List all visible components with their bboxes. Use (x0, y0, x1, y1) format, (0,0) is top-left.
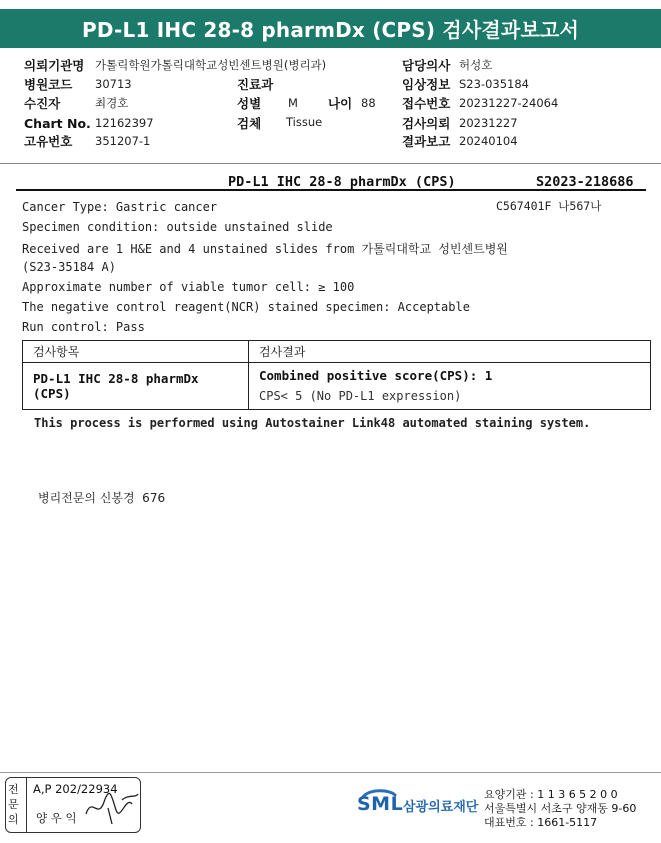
process-note: This process is performed using Autostainer Link48 automated staining system. (34, 416, 591, 430)
report-line-specimen-condition: Specimen condition: outside unstained slide (22, 220, 333, 234)
report-title: PD-L1 IHC 28-8 pharmDx (CPS) 검사결과보고서 (0, 9, 661, 48)
chart-no-label: Chart No. (24, 116, 91, 131)
request-value: 20231227 (459, 116, 518, 130)
clinical-info-label: 임상정보 (402, 77, 451, 92)
org-phone: 대표번호 : 1661-5117 (484, 816, 598, 829)
results-row (23, 363, 651, 410)
institution-label: 의뢰기관명 (24, 58, 85, 73)
results-table (22, 340, 651, 410)
specimen-label: 검체 (237, 116, 262, 131)
patient-info (0, 0, 661, 160)
facility-code: 요양기관 : 1 1 3 6 5 2 0 0 (484, 788, 618, 801)
patient-label: 수진자 (24, 96, 61, 111)
department-label: 진료과 (237, 77, 274, 92)
sex-value: M (288, 96, 298, 110)
receipt-value: 20231227-24064 (459, 96, 559, 110)
specialist-stamp (5, 777, 141, 833)
report-line-ncr: The negative control reagent(NCR) stained specimen: Acceptable (22, 300, 470, 314)
institution-value: 가톨릭학원가톨릭대학교성빈센트병원(병리과) (95, 58, 327, 72)
sample-code: C567401F 나567나 (496, 199, 602, 213)
org-name: 삼광의료재단 (403, 800, 479, 815)
report-date-label: 결과보고 (402, 134, 451, 149)
unique-no-label: 고유번호 (24, 134, 73, 149)
result-cps-score: Combined positive score(CPS): 1 (259, 368, 493, 383)
report-line-run-control: Run control: Pass (22, 320, 145, 334)
stamp-divider (26, 778, 27, 832)
unique-no-value: 351207-1 (95, 134, 151, 148)
org-address: 서울특별시 서초구 양재동 9-60 (484, 802, 637, 815)
report-line-tumor-cells: Approximate number of viable tumor cell: ≥ 100 (22, 280, 355, 294)
result-cps-interpretation: CPS< 5 (No PD-L1 expression) (259, 389, 462, 403)
attending-label: 담당의사 (402, 58, 451, 73)
stamp-id: A,P 202/22934 (33, 782, 118, 796)
age-value: 88 (361, 96, 376, 110)
header-test-item: 검사항목 (23, 341, 249, 363)
attending-value: 허성호 (459, 58, 493, 72)
sml-logo-text: SML (357, 793, 404, 815)
clinical-info-value: S23-035184 (459, 77, 529, 91)
handwritten-signature (82, 790, 142, 826)
sex-label: 성별 (237, 96, 262, 111)
chart-no-value: 12162397 (95, 116, 154, 130)
stamp-name: 양 우 익 (36, 811, 77, 825)
hospital-code-value: 30713 (95, 77, 132, 91)
result-test-item: PD-L1 IHC 28-8 pharmDx (CPS) (23, 363, 249, 410)
report-date-value: 20240104 (459, 134, 518, 148)
receipt-label: 접수번호 (402, 96, 451, 111)
report-line-received: Received are 1 H&E and 4 unstained slides from 가톨릭대학교 성빈센트병원 (22, 242, 508, 256)
test-name-heading: PD-L1 IHC 28-8 pharmDx (CPS) (228, 174, 456, 190)
report-line-cancer-type: Cancer Type: Gastric cancer (22, 200, 218, 214)
pathologist-signature: 병리전문의 신봉경 676 (38, 491, 166, 505)
hospital-code-label: 병원코드 (24, 77, 73, 92)
footer-divider (0, 772, 661, 773)
patient-value: 최경호 (95, 96, 129, 110)
stamp-side-label: 전문의 (8, 783, 19, 826)
info-divider (0, 163, 661, 164)
age-label: 나이 (328, 96, 353, 111)
header-test-result: 검사결과 (249, 341, 651, 363)
results-header-row (23, 341, 651, 363)
request-label: 검사의뢰 (402, 116, 451, 131)
report-id: S2023-218686 (536, 174, 634, 190)
result-cell (249, 363, 651, 410)
specimen-value: Tissue (286, 115, 323, 129)
report-line-case-no: (S23-35184 A) (22, 260, 116, 274)
